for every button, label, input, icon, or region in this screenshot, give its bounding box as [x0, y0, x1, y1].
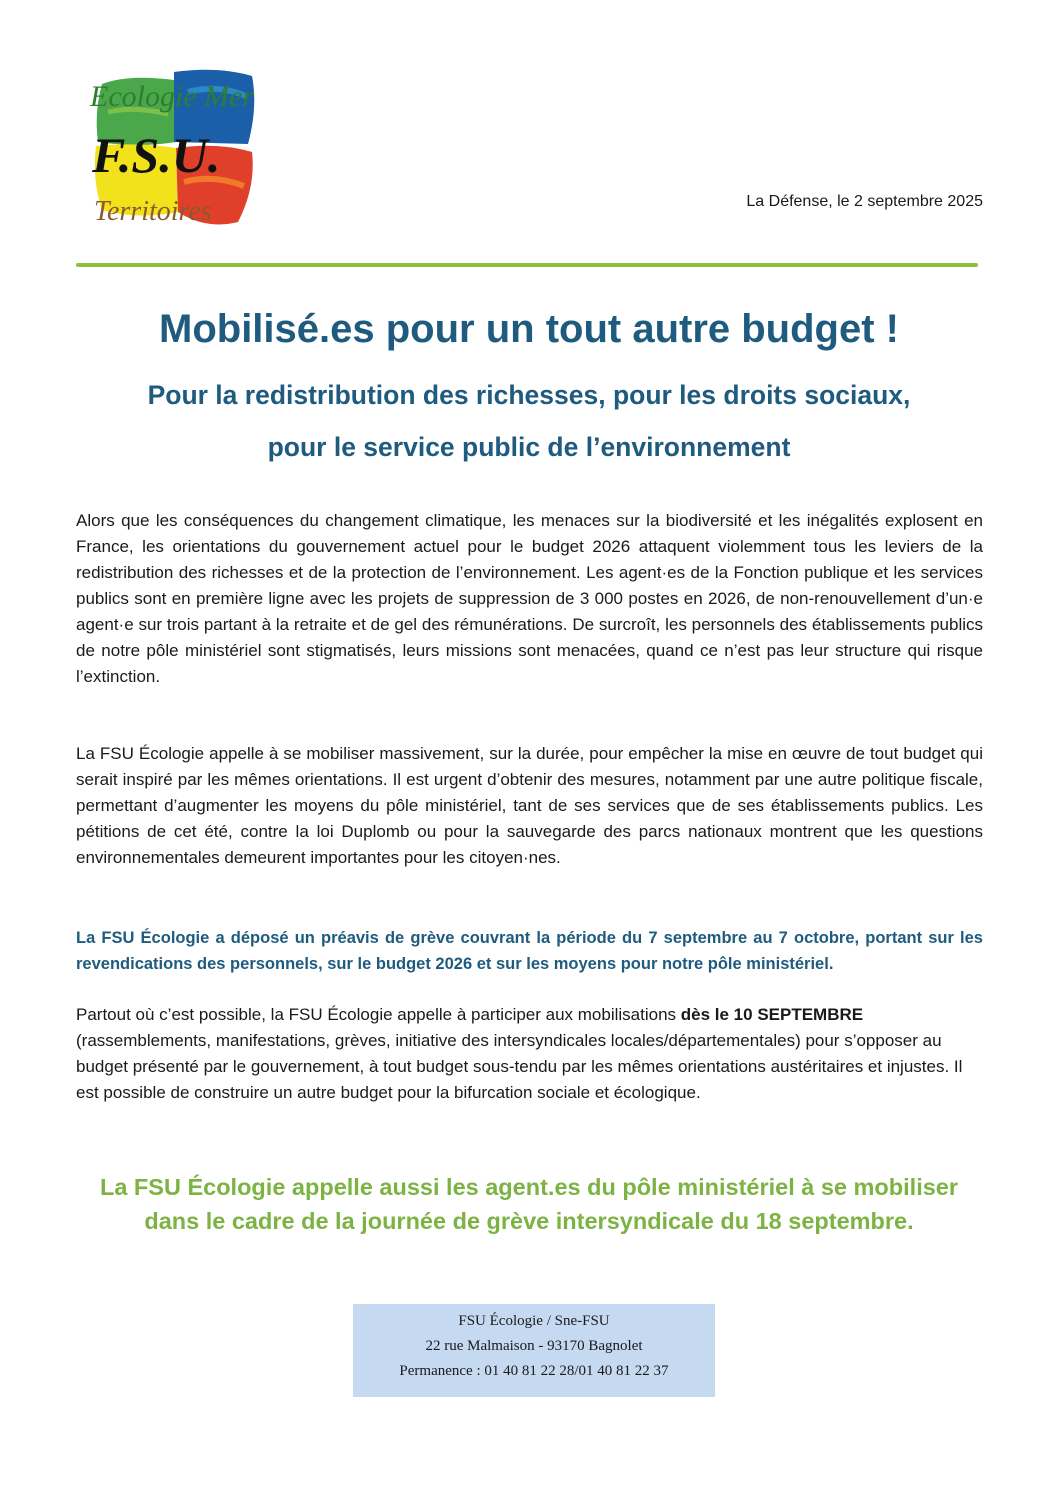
logo-top-text: Ecologie Mer	[90, 80, 255, 113]
fsu-logo	[88, 62, 258, 232]
p4-bold-date: dès le 10 SEPTEMBRE	[680, 1005, 864, 1024]
contact-box	[353, 1304, 715, 1397]
call-line-2: dans le cadre de la journée de grève intersyndicale du 18 septembre.	[144, 1208, 914, 1234]
contact-org: FSU Écologie / Sne-FSU	[458, 1313, 610, 1329]
paragraph-context: Alors que les conséquences du changement climatique, les menaces sur la biodiversité et les inégalités explosent en France, les orientations du gouvernement actuel pour le budget 2026 attaquent violemment tous les leviers de la redistribution des richesses et de la protection de l’environnement. Les agent·es de la Fonction publique et les services publics sont en première ligne avec les projets de suppression de 3 000 postes en 2026, de non-renouvellement d’un·e agent·e sur trois partant à la retraite et de gel des rémunérations. De surcroît, les personnels des établissements publics de notre pôle ministériel sont stigmatisés, leurs missions sont menacées, quand ce n’est pas leur structure qui risque l’extinction.	[76, 511, 983, 686]
contact-address: 22 rue Malmaison - 93170 Bagnolet	[425, 1338, 643, 1354]
paragraph-mobilisation: La FSU Écologie appelle à se mobiliser massivement, sur la durée, pour empêcher la mise en œuvre de tout budget qui serait inspiré par les mêmes orientations. Il est urgent d’obtenir des mesures, notamment par une autre politique fiscale, permettant d’augmenter les moyens du pôle ministériel, tant de ses services que de ses établissements publics. Les pétitions de cet été, contre la loi Duplomb ou pour la sauvegarde des parcs nationaux montrent que les questions environnementales demeurent importantes pour les citoyen·nes.	[76, 744, 983, 867]
subtitle-line-1: Pour la redistribution des richesses, pour les droits sociaux,	[147, 380, 911, 410]
header-divider	[76, 263, 978, 267]
subtitle-line-2: pour le service public de l’environnement	[267, 432, 791, 462]
call-line-1: La FSU Écologie appelle aussi les agent.es du pôle ministériel à se mobiliser	[99, 1174, 959, 1200]
contact-phone: Permanence : 01 40 81 22 28/01 40 81 22 37	[399, 1363, 669, 1379]
logo-main-text: F.S.U.	[92, 127, 221, 183]
page-title: Mobilisé.es pour un tout autre budget !	[159, 307, 899, 351]
p4-text-before: Partout où c’est possible, la FSU Écologie appelle à participer aux mobilisations	[76, 1005, 681, 1024]
call-to-action	[60, 1170, 998, 1238]
logo-bottom-text: Territoires	[94, 196, 212, 227]
p4-text-after: (rassemblements, manifestations, grèves, initiative des intersyndicales locales/départementales) pour s’opposer au budget présenté par le gouvernement, à tout budget sous-tendu par les mêmes orientations austéritaires et injustes. Il est possible de construire un autre budget pour la bifurcation sociale et écologique.	[76, 1031, 963, 1102]
paragraph-strike-notice: La FSU Écologie a déposé un préavis de grève couvrant la période du 7 septembre au 7 octobre, portant sur les revendications des personnels, sur le budget 2026 et sur les moyens pour notre pôle ministériel.	[76, 929, 983, 973]
paragraph-call-10-september	[76, 1002, 983, 1106]
document-date: La Défense, le 2 septembre 2025	[746, 193, 983, 210]
